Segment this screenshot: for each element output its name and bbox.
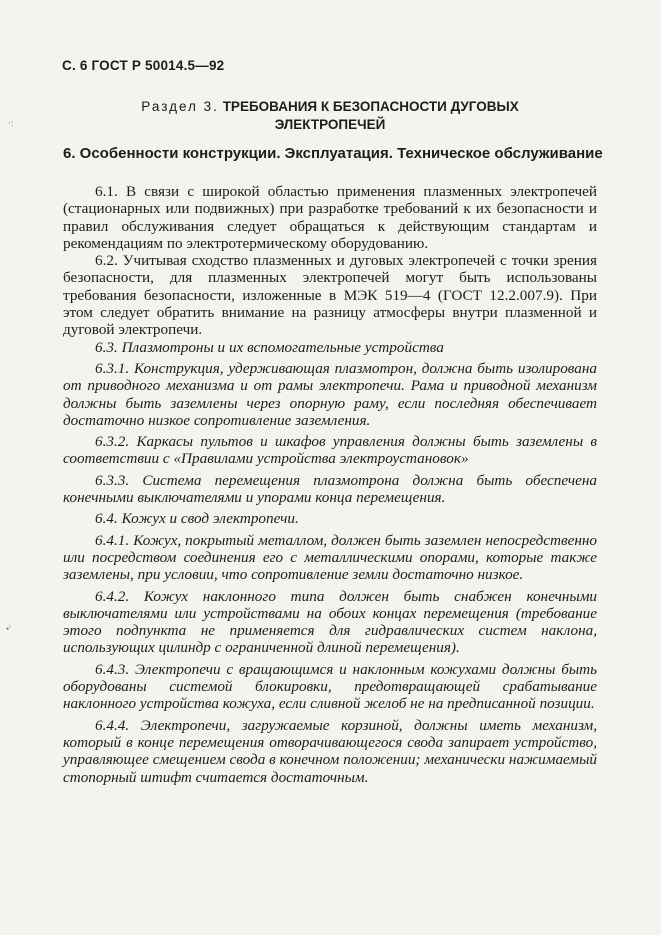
- paragraph-6-4-1: 6.4.1. Кожух, покрытый металлом, должен быть заземлен непосредственно или посредством соединения его с металлическими опорами, которые также заземлены, при условии, что сопротивление земли достаточно низкое.: [63, 531, 597, 584]
- section-title-line1: ТРЕБОВАНИЯ К БЕЗОПАСНОСТИ ДУГОВЫХ: [222, 99, 519, 114]
- paragraph-6-3-1: 6.3.1. Конструкция, удерживающая плазмотрон, должна быть изолирована от приводного механизма и от рамы электропечи. Рама и приводной механизм должны быть заземлены через опорную раму, если последняя обеспечивает достаточно низкое сопротивление заземления.: [63, 359, 597, 429]
- paragraph-6-4: 6.4. Кожух и свод электропечи.: [95, 510, 299, 528]
- running-head: С. 6 ГОСТ Р 50014.5—92: [62, 58, 225, 73]
- paragraph-6-4-3: 6.4.3. Электропечи с вращающимся и наклонным кожухами должны быть оборудованы системой блокировки, предотвращающей срабатывание наклонного устройства кожуха, если сливной желоб не на предписанной позиции.: [63, 660, 597, 713]
- paragraph-6-2: 6.2. Учитывая сходство плазменных и дуговых электропечей с точки зрения безопасности, для плазменных электропечей могут быть использованы требования безопасности, изложенные в МЭК 519—4 (ГОСТ 12.2.007.9). При этом следует обратить внимание на разницу атмосферы внутри плазменной и дуговой электропечи.: [63, 252, 597, 339]
- body-text: [63, 183, 597, 786]
- subsection-title: 6. Особенности конструкции. Эксплуатация. Техническое обслуживание: [63, 145, 603, 162]
- section-title-line2: ЭЛЕКТРОПЕЧЕЙ: [274, 117, 386, 132]
- section-title: [60, 98, 600, 134]
- paragraph-6-1: 6.1. В связи с широкой областью применения плазменных электропечей (стационарных или подвижных) при разработке требований к их безопасности и правил обслуживания следует обращаться к действующим стандартам и рекомендациям по электротермическому оборудованию.: [63, 183, 597, 252]
- scan-speck: ·:: [8, 118, 14, 128]
- paragraph-6-4-4: 6.4.4. Электропечи, загружаемые корзиной, должны иметь механизм, который в конце перемещения отворачивающегося свода запирает устройство, управляющее смещением свода в конечном положении; механически нажимаемый стопорный штифт считается достаточным.: [63, 716, 597, 786]
- scan-speck: •': [6, 624, 11, 634]
- section-label: Раздел 3.: [141, 99, 219, 114]
- paragraph-6-3-3: 6.3.3. Система перемещения плазмотрона должна быть обеспечена конечными выключателями и упорами конца перемещения.: [63, 471, 597, 507]
- paragraph-6-3: 6.3. Плазмотроны и их вспомогательные устройства: [95, 338, 444, 356]
- paragraph-6-4-2: 6.4.2. Кожух наклонного типа должен быть снабжен конечными выключателями или устройствами на обоих концах перемещения (требование этого подпункта не применяется для гидравлических систем наклона, использующих цилиндр с ограниченной длиной перемещения).: [63, 587, 597, 657]
- paragraph-6-3-2: 6.3.2. Каркасы пультов и шкафов управления должны быть заземлены в соответствии с «Правилами устройства электроустановок»: [63, 433, 597, 468]
